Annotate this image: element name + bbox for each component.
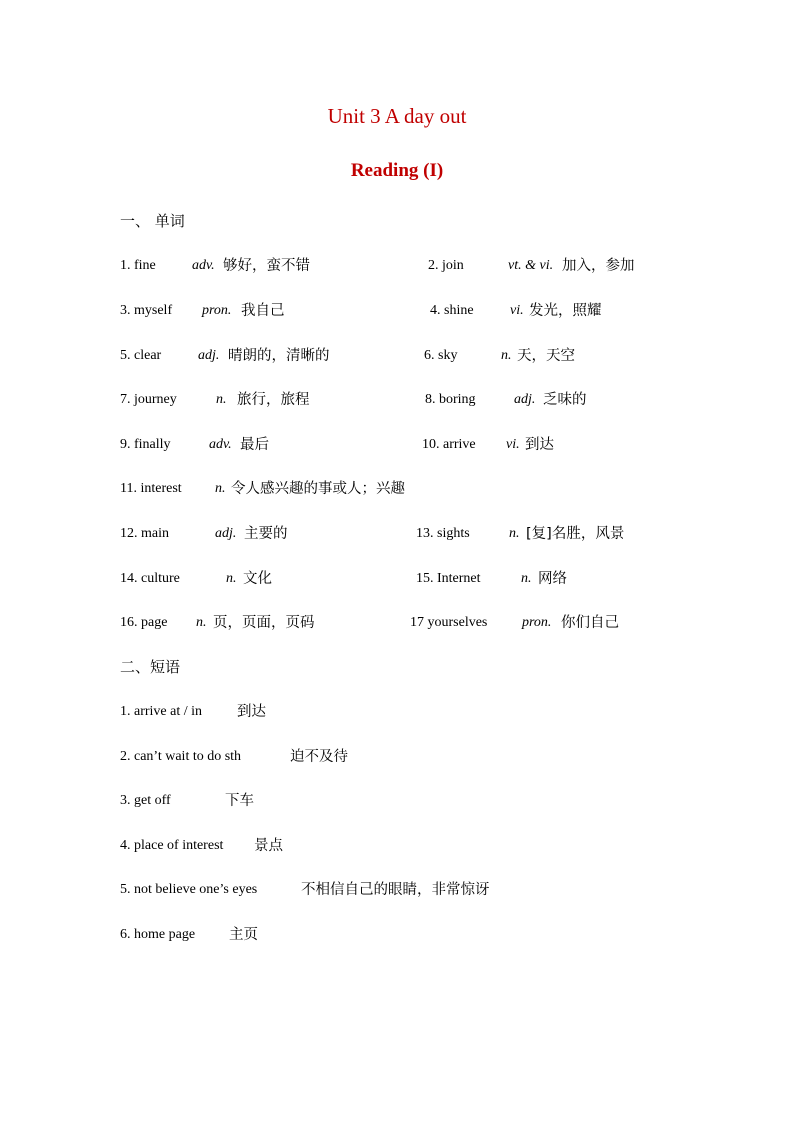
word-meaning: 令人感兴趣的事或人；兴趣	[231, 481, 405, 497]
word-pos: vi.	[510, 303, 524, 318]
word-meaning: [复]名胜，风景	[526, 526, 625, 542]
word-term: 3. myself	[120, 303, 173, 318]
word-meaning: 你们自己	[561, 615, 619, 631]
phrase-zh: 迫不及待	[290, 749, 348, 765]
word-pos: n.	[501, 348, 512, 363]
word-pos: adj.	[198, 348, 220, 363]
word-meaning: 最后	[240, 437, 269, 453]
phrase-zh: 到达	[237, 704, 266, 720]
word-pos: adv.	[192, 258, 215, 273]
phrase-zh: 主页	[229, 927, 258, 943]
phrase-zh: 下车	[225, 793, 254, 809]
word-term: 14. culture	[120, 571, 180, 586]
word-term: 2. join	[428, 258, 464, 273]
lesson-subtitle: Reading (I)	[350, 160, 444, 181]
phrase-en: 2. can’t wait to do sth	[120, 749, 242, 764]
word-term: 13. sights	[416, 526, 470, 541]
word-pos: adv.	[209, 437, 232, 452]
word-pos: n.	[216, 392, 227, 407]
word-pos: vi.	[506, 437, 520, 452]
phrase-en: 1. arrive at / in	[120, 704, 203, 719]
word-pos: adj.	[514, 392, 536, 407]
word-term: 10. arrive	[422, 437, 476, 452]
word-term: 1. fine	[120, 258, 156, 273]
section-heading-phrases: 二、短语	[120, 658, 181, 676]
word-pos: n.	[215, 481, 226, 496]
phrase-zh: 景点	[254, 838, 283, 854]
word-meaning: 页，页面，页码	[213, 615, 315, 631]
phrase-en: 4. place of interest	[120, 838, 224, 853]
word-term: 7. journey	[120, 392, 177, 407]
word-term: 17 yourselves	[410, 615, 488, 630]
word-pos: n.	[521, 571, 532, 586]
word-pos: adj.	[215, 526, 237, 541]
word-pos: pron.	[522, 615, 552, 630]
word-term: 11. interest	[120, 481, 182, 496]
word-term: 12. main	[120, 526, 169, 541]
word-term: 9. finally	[120, 437, 171, 452]
word-meaning: 晴朗的，清晰的	[228, 348, 330, 364]
word-meaning: 天，天空	[517, 348, 575, 364]
phrase-en: 6. home page	[120, 927, 196, 942]
word-meaning: 乏味的	[543, 392, 587, 408]
word-pos: n.	[196, 615, 207, 630]
word-pos: n.	[509, 526, 520, 541]
phrase-en: 3. get off	[120, 793, 171, 808]
section-heading-words: 一、 单词	[120, 212, 185, 230]
word-meaning: 加入，参加	[562, 258, 635, 274]
word-term: 5. clear	[120, 348, 162, 363]
word-term: 16. page	[120, 615, 168, 630]
word-meaning: 发光，照耀	[529, 303, 602, 319]
word-term: 4. shine	[430, 303, 474, 318]
word-meaning: 旅行，旅程	[237, 392, 310, 408]
word-meaning: 网络	[538, 571, 567, 587]
word-meaning: 到达	[525, 437, 554, 453]
phrase-en: 5. not believe one’s eyes	[120, 882, 258, 897]
word-meaning: 文化	[243, 571, 272, 587]
word-term: 8. boring	[425, 392, 476, 407]
word-meaning: 我自己	[241, 303, 285, 319]
word-meaning: 够好，蛮不错	[223, 258, 310, 274]
word-term: 15. Internet	[416, 571, 481, 586]
page-title: Unit 3 A day out	[327, 104, 467, 128]
word-pos: vt. & vi.	[508, 258, 554, 273]
word-meaning: 主要的	[244, 526, 288, 542]
word-pos: n.	[226, 571, 237, 586]
word-term: 6. sky	[424, 348, 458, 363]
word-pos: pron.	[202, 303, 232, 318]
phrase-zh: 不相信自己的眼睛，非常惊讶	[301, 882, 490, 898]
